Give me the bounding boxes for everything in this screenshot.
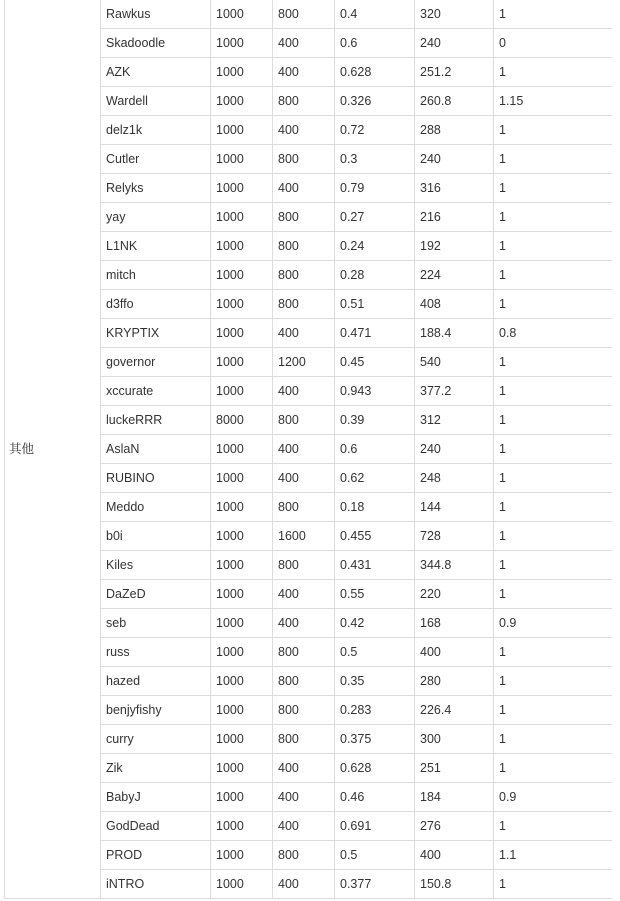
player-name-cell: Rawkus xyxy=(101,0,211,29)
player-name-cell: KRYPTIX xyxy=(101,319,211,348)
dpi-cell: 1000 xyxy=(211,812,273,841)
edpi-cell: 312 xyxy=(415,406,494,435)
sensitivity-cell: 400 xyxy=(273,609,335,638)
ratio-cell: 0.5 xyxy=(335,638,415,667)
multiplier-cell: 1 xyxy=(494,667,613,696)
sensitivity-cell: 1600 xyxy=(273,522,335,551)
player-name-cell: AZK xyxy=(101,58,211,87)
dpi-cell: 1000 xyxy=(211,261,273,290)
edpi-cell: 316 xyxy=(415,174,494,203)
player-name-cell: mitch xyxy=(101,261,211,290)
sensitivity-cell: 800 xyxy=(273,406,335,435)
ratio-cell: 0.283 xyxy=(335,696,415,725)
sensitivity-cell: 400 xyxy=(273,580,335,609)
ratio-cell: 0.62 xyxy=(335,464,415,493)
player-name-cell: seb xyxy=(101,609,211,638)
multiplier-cell: 1 xyxy=(494,348,613,377)
player-name-cell: curry xyxy=(101,725,211,754)
multiplier-cell: 1.15 xyxy=(494,87,613,116)
player-name-cell: delz1k xyxy=(101,116,211,145)
sensitivity-cell: 400 xyxy=(273,377,335,406)
sensitivity-cell: 400 xyxy=(273,29,335,58)
player-name-cell: xccurate xyxy=(101,377,211,406)
player-name-cell: Cutler xyxy=(101,145,211,174)
ratio-cell: 0.27 xyxy=(335,203,415,232)
dpi-cell: 1000 xyxy=(211,870,273,899)
dpi-cell: 1000 xyxy=(211,290,273,319)
player-name-cell: d3ffo xyxy=(101,290,211,319)
sensitivity-cell: 800 xyxy=(273,667,335,696)
edpi-cell: 220 xyxy=(415,580,494,609)
edpi-cell: 540 xyxy=(415,348,494,377)
ratio-cell: 0.46 xyxy=(335,783,415,812)
ratio-cell: 0.42 xyxy=(335,609,415,638)
ratio-cell: 0.28 xyxy=(335,261,415,290)
multiplier-cell: 1 xyxy=(494,203,613,232)
table-row xyxy=(5,0,613,29)
player-name-cell: PROD xyxy=(101,841,211,870)
edpi-cell: 224 xyxy=(415,261,494,290)
group-label-cell: 其他 xyxy=(5,0,101,899)
dpi-cell: 1000 xyxy=(211,174,273,203)
sensitivity-cell: 400 xyxy=(273,754,335,783)
multiplier-cell: 1 xyxy=(494,870,613,899)
ratio-cell: 0.471 xyxy=(335,319,415,348)
sensitivity-cell: 400 xyxy=(273,812,335,841)
multiplier-cell: 1 xyxy=(494,551,613,580)
edpi-cell: 216 xyxy=(415,203,494,232)
player-name-cell: benjyfishy xyxy=(101,696,211,725)
player-name-cell: Relyks xyxy=(101,174,211,203)
multiplier-cell: 1 xyxy=(494,522,613,551)
dpi-cell: 1000 xyxy=(211,0,273,29)
dpi-cell: 1000 xyxy=(211,493,273,522)
player-name-cell: DaZeD xyxy=(101,580,211,609)
sensitivity-cell: 800 xyxy=(273,0,335,29)
multiplier-cell: 1 xyxy=(494,377,613,406)
player-name-cell: yay xyxy=(101,203,211,232)
table-body xyxy=(5,0,613,899)
ratio-cell: 0.6 xyxy=(335,29,415,58)
ratio-cell: 0.5 xyxy=(335,841,415,870)
dpi-cell: 1000 xyxy=(211,58,273,87)
dpi-cell: 1000 xyxy=(211,725,273,754)
sensitivity-cell: 400 xyxy=(273,319,335,348)
sensitivity-cell: 800 xyxy=(273,551,335,580)
multiplier-cell: 1 xyxy=(494,435,613,464)
ratio-cell: 0.943 xyxy=(335,377,415,406)
player-name-cell: luckeRRR xyxy=(101,406,211,435)
dpi-cell: 1000 xyxy=(211,29,273,58)
dpi-cell: 1000 xyxy=(211,667,273,696)
multiplier-cell: 1 xyxy=(494,580,613,609)
ratio-cell: 0.18 xyxy=(335,493,415,522)
ratio-cell: 0.3 xyxy=(335,145,415,174)
ratio-cell: 0.79 xyxy=(335,174,415,203)
multiplier-cell: 1 xyxy=(494,232,613,261)
ratio-cell: 0.51 xyxy=(335,290,415,319)
player-name-cell: governor xyxy=(101,348,211,377)
dpi-cell: 1000 xyxy=(211,435,273,464)
edpi-cell: 260.8 xyxy=(415,87,494,116)
ratio-cell: 0.431 xyxy=(335,551,415,580)
multiplier-cell: 1 xyxy=(494,174,613,203)
player-name-cell: hazed xyxy=(101,667,211,696)
edpi-cell: 344.8 xyxy=(415,551,494,580)
dpi-cell: 1000 xyxy=(211,232,273,261)
multiplier-cell: 0.8 xyxy=(494,319,613,348)
multiplier-cell: 1 xyxy=(494,696,613,725)
player-name-cell: Kiles xyxy=(101,551,211,580)
multiplier-cell: 1 xyxy=(494,754,613,783)
ratio-cell: 0.691 xyxy=(335,812,415,841)
multiplier-cell: 1 xyxy=(494,0,613,29)
sensitivity-cell: 400 xyxy=(273,870,335,899)
dpi-cell: 1000 xyxy=(211,696,273,725)
edpi-cell: 240 xyxy=(415,435,494,464)
edpi-cell: 400 xyxy=(415,638,494,667)
player-name-cell: RUBINO xyxy=(101,464,211,493)
multiplier-cell: 1 xyxy=(494,812,613,841)
ratio-cell: 0.72 xyxy=(335,116,415,145)
edpi-cell: 240 xyxy=(415,145,494,174)
player-name-cell: b0i xyxy=(101,522,211,551)
edpi-cell: 400 xyxy=(415,841,494,870)
multiplier-cell: 0.9 xyxy=(494,609,613,638)
edpi-cell: 226.4 xyxy=(415,696,494,725)
ratio-cell: 0.55 xyxy=(335,580,415,609)
ratio-cell: 0.39 xyxy=(335,406,415,435)
multiplier-cell: 1 xyxy=(494,261,613,290)
sensitivity-cell: 800 xyxy=(273,87,335,116)
multiplier-cell: 1 xyxy=(494,725,613,754)
player-name-cell: Zik xyxy=(101,754,211,783)
edpi-cell: 251 xyxy=(415,754,494,783)
dpi-cell: 1000 xyxy=(211,145,273,174)
edpi-cell: 408 xyxy=(415,290,494,319)
dpi-cell: 1000 xyxy=(211,87,273,116)
multiplier-cell: 1 xyxy=(494,116,613,145)
sensitivity-cell: 800 xyxy=(273,232,335,261)
dpi-cell: 8000 xyxy=(211,406,273,435)
edpi-cell: 188.4 xyxy=(415,319,494,348)
edpi-cell: 251.2 xyxy=(415,58,494,87)
edpi-cell: 240 xyxy=(415,29,494,58)
ratio-cell: 0.6 xyxy=(335,435,415,464)
player-name-cell: L1NK xyxy=(101,232,211,261)
sensitivity-cell: 800 xyxy=(273,841,335,870)
edpi-cell: 248 xyxy=(415,464,494,493)
dpi-cell: 1000 xyxy=(211,319,273,348)
ratio-cell: 0.628 xyxy=(335,754,415,783)
edpi-cell: 728 xyxy=(415,522,494,551)
dpi-cell: 1000 xyxy=(211,783,273,812)
sensitivity-cell: 400 xyxy=(273,58,335,87)
multiplier-cell: 1 xyxy=(494,58,613,87)
edpi-cell: 377.2 xyxy=(415,377,494,406)
edpi-cell: 150.8 xyxy=(415,870,494,899)
player-name-cell: Wardell xyxy=(101,87,211,116)
dpi-cell: 1000 xyxy=(211,116,273,145)
dpi-cell: 1000 xyxy=(211,580,273,609)
edpi-cell: 144 xyxy=(415,493,494,522)
dpi-cell: 1000 xyxy=(211,754,273,783)
dpi-cell: 1000 xyxy=(211,609,273,638)
multiplier-cell: 1 xyxy=(494,638,613,667)
multiplier-cell: 1 xyxy=(494,406,613,435)
multiplier-cell: 1 xyxy=(494,145,613,174)
ratio-cell: 0.628 xyxy=(335,58,415,87)
sensitivity-cell: 800 xyxy=(273,261,335,290)
dpi-cell: 1000 xyxy=(211,551,273,580)
ratio-cell: 0.375 xyxy=(335,725,415,754)
edpi-cell: 276 xyxy=(415,812,494,841)
ratio-cell: 0.35 xyxy=(335,667,415,696)
player-name-cell: Meddo xyxy=(101,493,211,522)
edpi-cell: 168 xyxy=(415,609,494,638)
ratio-cell: 0.24 xyxy=(335,232,415,261)
dpi-cell: 1000 xyxy=(211,348,273,377)
multiplier-cell: 0 xyxy=(494,29,613,58)
sensitivity-cell: 800 xyxy=(273,145,335,174)
sensitivity-cell: 1200 xyxy=(273,348,335,377)
edpi-cell: 184 xyxy=(415,783,494,812)
multiplier-cell: 1 xyxy=(494,464,613,493)
edpi-cell: 320 xyxy=(415,0,494,29)
ratio-cell: 0.326 xyxy=(335,87,415,116)
sensitivity-cell: 800 xyxy=(273,493,335,522)
dpi-cell: 1000 xyxy=(211,203,273,232)
player-name-cell: BabyJ xyxy=(101,783,211,812)
dpi-cell: 1000 xyxy=(211,464,273,493)
sensitivity-cell: 400 xyxy=(273,116,335,145)
dpi-cell: 1000 xyxy=(211,377,273,406)
sensitivity-cell: 800 xyxy=(273,638,335,667)
dpi-cell: 1000 xyxy=(211,522,273,551)
sensitivity-cell: 400 xyxy=(273,783,335,812)
sensitivity-cell: 400 xyxy=(273,464,335,493)
player-name-cell: Skadoodle xyxy=(101,29,211,58)
pro-settings-table xyxy=(4,0,612,899)
sensitivity-cell: 800 xyxy=(273,696,335,725)
sensitivity-cell: 400 xyxy=(273,435,335,464)
multiplier-cell: 1.1 xyxy=(494,841,613,870)
ratio-cell: 0.4 xyxy=(335,0,415,29)
multiplier-cell: 1 xyxy=(494,493,613,522)
sensitivity-cell: 800 xyxy=(273,290,335,319)
ratio-cell: 0.45 xyxy=(335,348,415,377)
player-name-cell: russ xyxy=(101,638,211,667)
player-name-cell: GodDead xyxy=(101,812,211,841)
multiplier-cell: 0.9 xyxy=(494,783,613,812)
dpi-cell: 1000 xyxy=(211,638,273,667)
edpi-cell: 280 xyxy=(415,667,494,696)
sensitivity-cell: 800 xyxy=(273,725,335,754)
edpi-cell: 300 xyxy=(415,725,494,754)
edpi-cell: 192 xyxy=(415,232,494,261)
edpi-cell: 288 xyxy=(415,116,494,145)
multiplier-cell: 1 xyxy=(494,290,613,319)
player-name-cell: iNTRO xyxy=(101,870,211,899)
player-name-cell: AslaN xyxy=(101,435,211,464)
ratio-cell: 0.455 xyxy=(335,522,415,551)
settings-table-container xyxy=(4,0,612,901)
sensitivity-cell: 400 xyxy=(273,174,335,203)
dpi-cell: 1000 xyxy=(211,841,273,870)
sensitivity-cell: 800 xyxy=(273,203,335,232)
ratio-cell: 0.377 xyxy=(335,870,415,899)
